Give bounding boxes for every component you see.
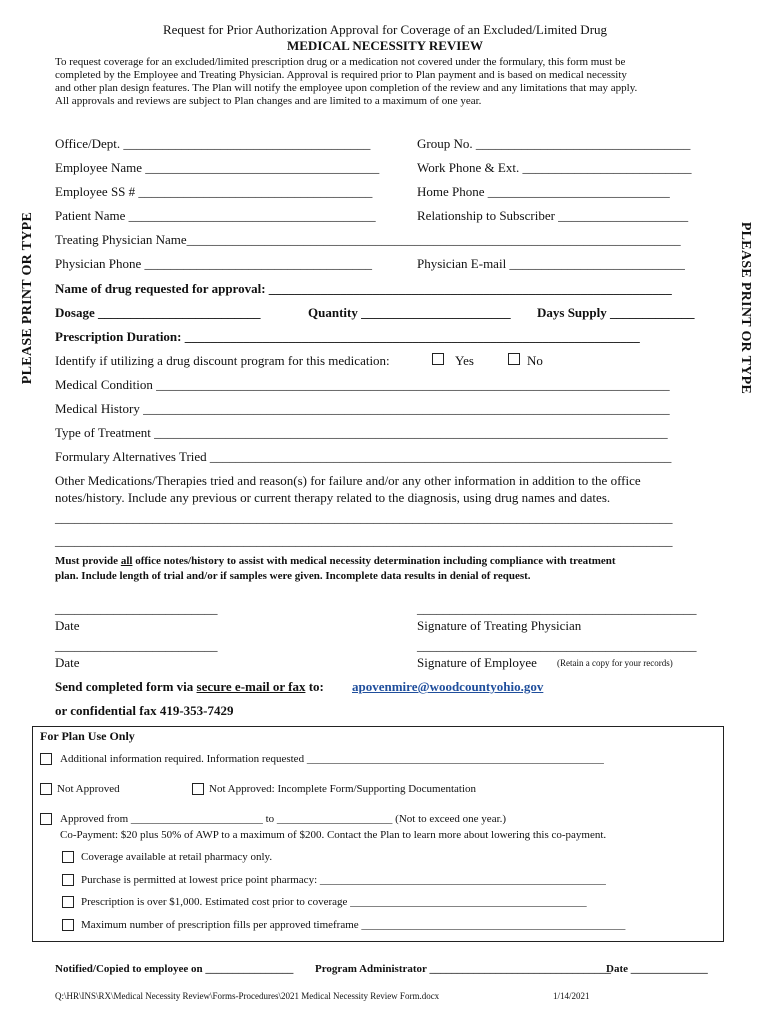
alternatives-field[interactable]: Formulary Alternatives Tried _______________________________________________________________________ bbox=[55, 449, 672, 464]
revision-date: 1/14/2021 bbox=[553, 991, 590, 1001]
date-label-2: Date bbox=[55, 655, 80, 670]
yes-checkbox[interactable] bbox=[432, 353, 444, 365]
date-line-2[interactable]: _________________________ bbox=[55, 638, 218, 653]
other-meds-line-2: notes/history. Include any previous or current therapy related to the diagnosis, using drug names and dates. bbox=[55, 490, 611, 505]
patient-name-field[interactable]: Patient Name ______________________________________ bbox=[55, 208, 376, 223]
home-phone-field[interactable]: Home Phone ____________________________ bbox=[417, 184, 670, 199]
notice-line-2: plan. Include length of trial and/or if samples were given. Incomplete data results in denial of request. bbox=[55, 570, 531, 582]
max-fills-label: Maximum number of prescription fills per approved timeframe ________________________________________________ bbox=[81, 919, 626, 931]
days-supply-field[interactable]: Days Supply _____________ bbox=[537, 305, 695, 320]
employee-signature-line[interactable]: ___________________________________________ bbox=[417, 638, 697, 653]
employee-ss-field[interactable]: Employee SS # ____________________________________ bbox=[55, 184, 373, 199]
notified-field[interactable]: Notified/Copied to employee on ________________ bbox=[55, 963, 294, 975]
retail-label: Coverage available at retail pharmacy only. bbox=[81, 851, 273, 863]
over-1000-checkbox[interactable] bbox=[62, 896, 74, 908]
footer-date-field[interactable]: Date ______________ bbox=[606, 963, 708, 975]
side-label-right: PLEASE PRINT OR TYPE bbox=[738, 221, 753, 395]
retail-checkbox[interactable] bbox=[62, 851, 74, 863]
not-approved-incomplete-label: Not Approved: Incomplete Form/Supporting Documentation bbox=[209, 783, 477, 795]
fax-number: or confidential fax 419-353-7429 bbox=[55, 703, 234, 718]
date-label-1: Date bbox=[55, 618, 80, 633]
work-phone-field[interactable]: Work Phone & Ext. __________________________ bbox=[417, 160, 692, 175]
treating-physician-field[interactable]: Treating Physician Name____________________________________________________________________________ bbox=[55, 232, 681, 247]
employee-signature-label: Signature of Employee bbox=[417, 655, 537, 670]
approved-from-label: Approved from ________________________ to _____________________ (Not to exceed one year.) bbox=[60, 813, 507, 825]
other-meds-blank-1[interactable]: _______________________________________________________________________________________________ bbox=[55, 510, 673, 525]
intro-paragraph bbox=[55, 56, 720, 108]
treatment-type-field[interactable]: Type of Treatment _______________________________________________________________________________ bbox=[55, 425, 668, 440]
no-label: No bbox=[527, 353, 543, 368]
relationship-field[interactable]: Relationship to Subscriber ____________________ bbox=[417, 208, 689, 223]
send-secure: secure e-mail or fax bbox=[196, 679, 306, 694]
not-approved-checkbox[interactable] bbox=[40, 783, 52, 795]
additional-info-label: Additional information required. Information requested ______________________________________________________ bbox=[60, 753, 604, 765]
send-pre: Send completed form via bbox=[55, 679, 197, 694]
program-admin-field[interactable]: Program Administrator _________________________________ bbox=[315, 963, 611, 975]
notice-post: office notes/history to assist with medical necessity determination including compliance with treatment bbox=[132, 555, 616, 567]
date-line-1[interactable]: _________________________ bbox=[55, 601, 218, 616]
notice-line-1 bbox=[55, 555, 616, 567]
intro-line-3: and other plan design features. The Plan will notify the employee upon completion of the review and any limitations that may apply. bbox=[55, 82, 638, 94]
other-meds-line-1: Other Medications/Therapies tried and reason(s) for failure and/or any other information in addition to the office bbox=[55, 473, 641, 488]
drug-name-field[interactable]: Name of drug requested for approval: ______________________________________________________________ bbox=[55, 281, 672, 296]
plan-use-title: For Plan Use Only bbox=[40, 729, 135, 743]
send-instructions bbox=[55, 679, 324, 695]
employee-name-field[interactable]: Employee Name ____________________________________ bbox=[55, 160, 380, 175]
no-checkbox[interactable] bbox=[508, 353, 520, 365]
rx-duration-field[interactable]: Prescription Duration: ______________________________________________________________________ bbox=[55, 329, 640, 344]
group-no-field[interactable]: Group No. _________________________________ bbox=[417, 136, 691, 151]
other-meds-blank-2[interactable]: _______________________________________________________________________________________________ bbox=[55, 533, 673, 548]
lowest-price-label: Purchase is permitted at lowest price point pharmacy: ____________________________________________________ bbox=[81, 874, 606, 886]
intro-line-4: All approvals and reviews are subject to Plan changes and are limited to a maximum of one year. bbox=[55, 95, 482, 107]
retain-note: (Retain a copy for your records) bbox=[557, 658, 673, 668]
notice-pre: Must provide bbox=[55, 555, 121, 567]
intro-line-1: To request coverage for an excluded/limited prescription drug or a medication not covered under the formulary, this form must be bbox=[55, 56, 626, 68]
medical-condition-field[interactable]: Medical Condition _______________________________________________________________________________ bbox=[55, 377, 670, 392]
physician-signature-line[interactable]: ___________________________________________ bbox=[417, 601, 697, 616]
physician-signature-label: Signature of Treating Physician bbox=[417, 618, 582, 633]
not-approved-label: Not Approved bbox=[57, 783, 120, 795]
not-approved-incomplete-checkbox[interactable] bbox=[192, 783, 204, 795]
discount-question: Identify if utilizing a drug discount program for this medication: bbox=[55, 353, 390, 368]
side-label-left: PLEASE PRINT OR TYPE bbox=[20, 211, 35, 385]
notice-all: all bbox=[120, 555, 133, 567]
yes-label: Yes bbox=[455, 353, 474, 368]
physician-email-field[interactable]: Physician E-mail ___________________________ bbox=[417, 256, 685, 271]
medical-history-field[interactable]: Medical History _________________________________________________________________________________ bbox=[55, 401, 670, 416]
copayment-text: Co-Payment: $20 plus 50% of AWP to a maximum of $200. Contact the Plan to learn more about lowering this co-payment. bbox=[60, 829, 607, 841]
lowest-price-checkbox[interactable] bbox=[62, 874, 74, 886]
additional-info-checkbox[interactable] bbox=[40, 753, 52, 765]
max-fills-checkbox[interactable] bbox=[62, 919, 74, 931]
form-subtitle: MEDICAL NECESSITY REVIEW bbox=[286, 38, 483, 53]
office-dept-field[interactable]: Office/Dept. ______________________________________ bbox=[55, 136, 371, 151]
send-to: to: bbox=[305, 679, 324, 694]
file-path: Q:\HR\INS\RX\Medical Necessity Review\Forms-Procedures\2021 Medical Necessity Review Form.docx bbox=[55, 991, 440, 1001]
approved-checkbox[interactable] bbox=[40, 813, 52, 825]
physician-phone-field[interactable]: Physician Phone ___________________________________ bbox=[55, 256, 373, 271]
form-title: Request for Prior Authorization Approval for Coverage of an Excluded/Limited Drug bbox=[162, 22, 608, 37]
over-1000-label: Prescription is over $1,000. Estimated cost prior to coverage ___________________________________________ bbox=[81, 896, 587, 908]
email-link[interactable]: apovenmire@woodcountyohio.gov bbox=[352, 679, 544, 694]
quantity-field[interactable]: Quantity _______________________ bbox=[308, 305, 511, 320]
intro-line-2: completed by the Employee and Treating Physician. Approval is required prior to Plan payment and is based on medical necessity bbox=[55, 69, 627, 81]
dosage-field[interactable]: Dosage _________________________ bbox=[55, 305, 261, 320]
